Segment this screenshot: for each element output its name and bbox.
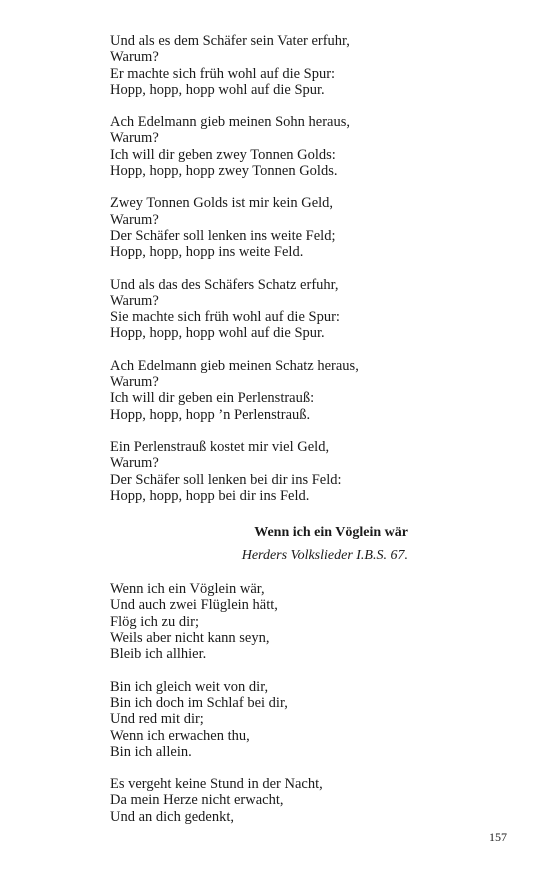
stanza bbox=[110, 277, 410, 342]
verse-line: Der Schäfer soll lenken bei dir ins Feld: bbox=[110, 471, 342, 488]
verse-line: Ach Edelmann gieb meinen Sohn heraus, bbox=[110, 114, 350, 131]
stanza bbox=[110, 358, 410, 423]
verse-line: Und an dich gedenkt, bbox=[110, 808, 235, 825]
verse-line: Bin ich gleich weit von dir, bbox=[110, 678, 269, 695]
verse-line: Und als es dem Schäfer sein Vater erfuhr, bbox=[110, 33, 350, 49]
verse-line: Bleib ich allhier. bbox=[110, 646, 207, 663]
verse-line: Und auch zwei Flüglein hätt, bbox=[110, 597, 278, 614]
stanza bbox=[110, 33, 410, 98]
page-number: 157 bbox=[489, 830, 507, 844]
stanza bbox=[110, 581, 410, 662]
stanza bbox=[110, 776, 410, 825]
poem-1 bbox=[110, 33, 410, 504]
verse-line: Und red mit dir; bbox=[110, 711, 204, 728]
stanza bbox=[110, 195, 410, 260]
poem-title: Wenn ich ein Vöglein wär bbox=[254, 525, 408, 541]
poem-source: Herders Volkslieder I.B.S. 67. bbox=[241, 548, 408, 564]
verse-line: Hopp, hopp, hopp ’n Perlenstrauß. bbox=[110, 406, 311, 423]
verse-line: Ein Perlenstrauß kostet mir viel Geld, bbox=[110, 438, 330, 455]
verse-line: Ich will dir geben ein Perlenstrauß: bbox=[110, 390, 315, 407]
verse-line: Sie machte sich früh wohl auf die Spur: bbox=[110, 309, 340, 326]
verse-line: Hopp, hopp, hopp bei dir ins Feld. bbox=[110, 487, 310, 504]
stanza bbox=[110, 439, 410, 504]
verse-line: Hopp, hopp, hopp wohl auf die Spur. bbox=[110, 81, 325, 98]
verse-line: Weils aber nicht kann seyn, bbox=[110, 630, 270, 647]
verse-line: Warum? bbox=[110, 455, 159, 472]
verse-line: Warum? bbox=[110, 292, 159, 309]
verse-line: Und als das des Schäfers Schatz erfuhr, bbox=[110, 276, 339, 293]
verse-line: Da mein Herze nicht erwacht, bbox=[110, 792, 284, 809]
poem-2 bbox=[110, 524, 410, 825]
verse-line: Ich will dir geben zwey Tonnen Golds: bbox=[110, 146, 336, 163]
verse-line: Ach Edelmann gieb meinen Schatz heraus, bbox=[110, 357, 359, 374]
verse-line: Warum? bbox=[110, 374, 159, 391]
verse-line: Der Schäfer soll lenken ins weite Feld; bbox=[110, 227, 336, 244]
verse-line: Es vergeht keine Stund in der Nacht, bbox=[110, 776, 323, 793]
verse-line: Bin ich allein. bbox=[110, 743, 192, 760]
verse-line: Bin ich doch im Schlaf bei dir, bbox=[110, 694, 288, 711]
verse-line: Flög ich zu dir; bbox=[110, 613, 200, 630]
verse-line: Er machte sich früh wohl auf die Spur: bbox=[110, 65, 336, 82]
verse-line: Hopp, hopp, hopp wohl auf die Spur. bbox=[110, 325, 325, 342]
verse-line: Wenn ich erwachen thu, bbox=[110, 727, 250, 744]
verse-line: Warum? bbox=[110, 130, 159, 147]
verse-line: Zwey Tonnen Golds ist mir kein Geld, bbox=[110, 195, 334, 212]
page-content bbox=[110, 33, 410, 841]
verse-line: Hopp, hopp, hopp ins weite Feld. bbox=[110, 244, 304, 261]
verse-line: Wenn ich ein Vöglein wär, bbox=[110, 581, 265, 598]
verse-line: Warum? bbox=[110, 49, 159, 66]
verse-line: Warum? bbox=[110, 211, 159, 228]
stanza bbox=[110, 679, 410, 760]
stanza bbox=[110, 114, 410, 179]
verse-line: Hopp, hopp, hopp zwey Tonnen Golds. bbox=[110, 163, 338, 180]
